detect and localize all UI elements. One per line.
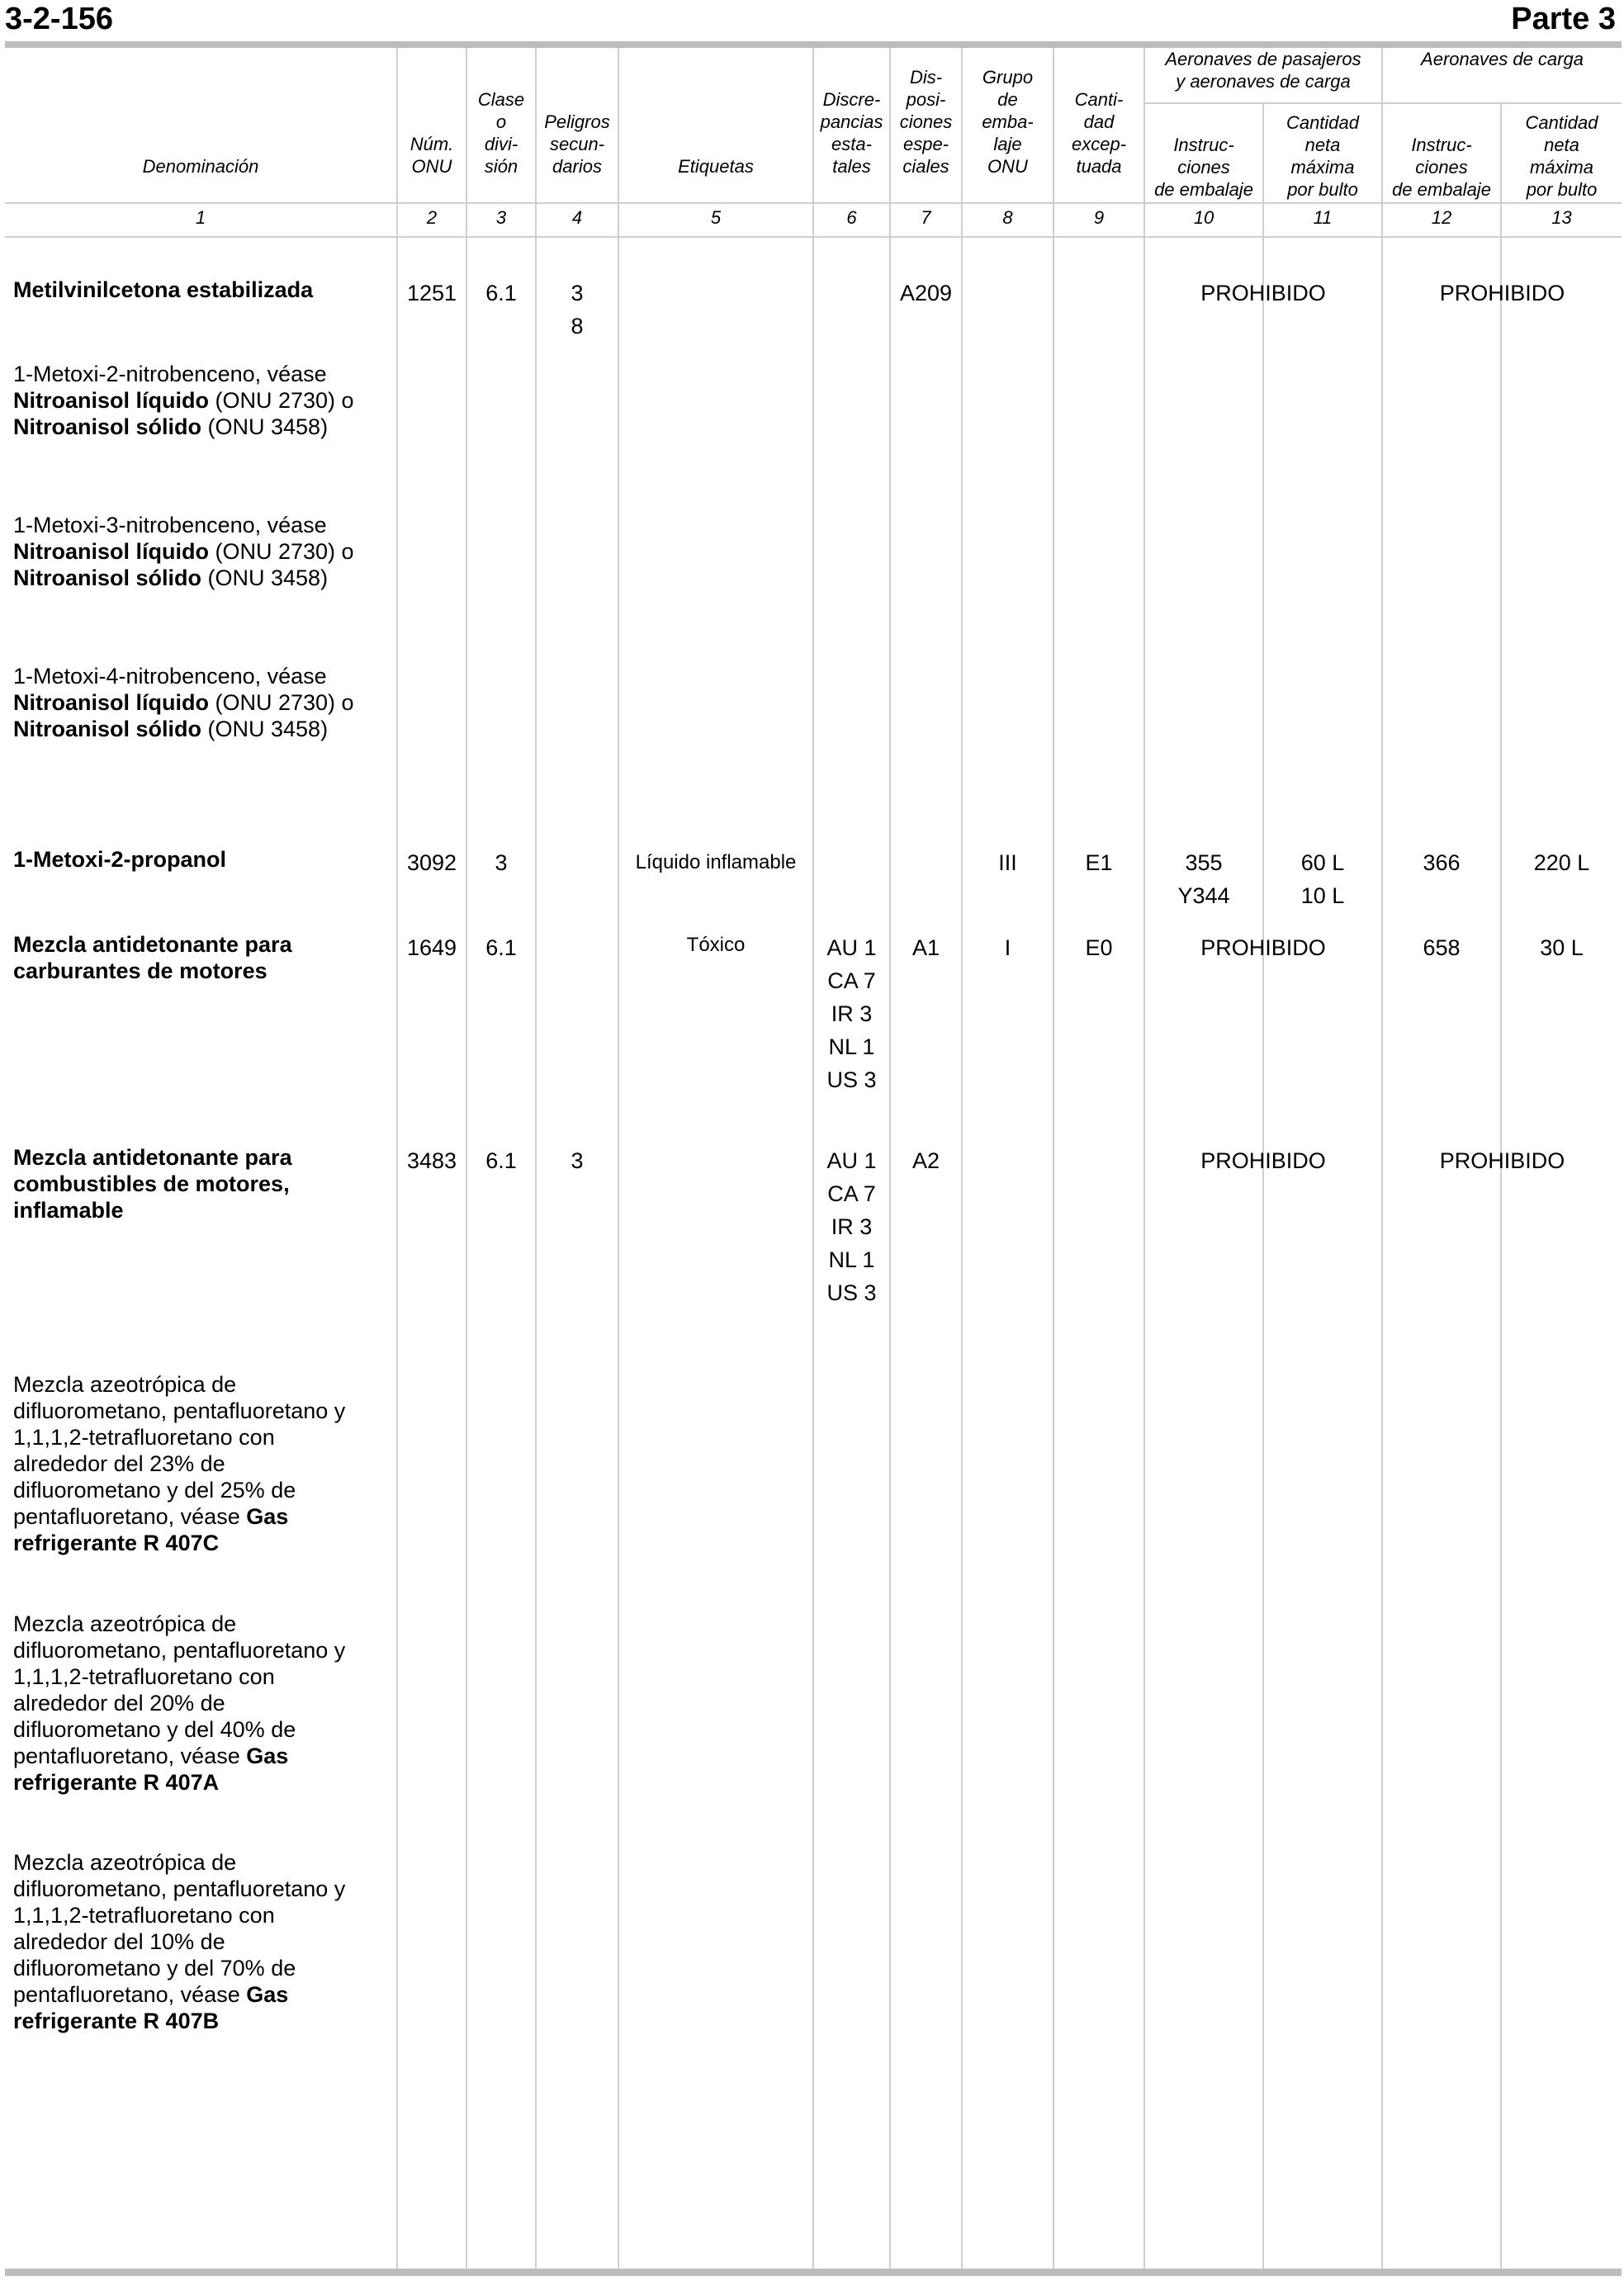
header-num-onu: Núm. ONU bbox=[410, 134, 454, 177]
grid-line bbox=[618, 48, 619, 2269]
header-cantidad-exceptuada: Canti- dad excep- tuada bbox=[1071, 89, 1127, 177]
column-number: 1 bbox=[195, 207, 206, 228]
column-number: 11 bbox=[1313, 207, 1333, 228]
packing-group: III bbox=[998, 850, 1017, 875]
un-number: 1251 bbox=[406, 281, 457, 305]
table-row-name: Mezcla azeotrópica de difluorometano, pentafluoretano y 1,1,1,2-tetrafluoretano con alrededor del 10% de difluorometano y del 70% de pentafluoretano, véase Gas refrigerante R 407B bbox=[13, 1850, 346, 2033]
bottom-rule bbox=[5, 2269, 1622, 2276]
header-denominacion: Denominación bbox=[142, 156, 259, 177]
header-cantidad-carga: Cantidad neta máxima por bulto bbox=[1525, 112, 1598, 200]
header-clase: Clase o divi- sión bbox=[477, 89, 525, 177]
table-row-name: Mezcla antidetonante para combustibles de motores, inflamable bbox=[13, 1145, 292, 1223]
table-row-name: 1-Metoxi-2-propanol bbox=[13, 847, 227, 872]
table-row-name: 1-Metoxi-4-nitrobenceno, véase Nitroanisol líquido (ONU 2730) o Nitroanisol sólido (ONU 3458) bbox=[13, 664, 354, 741]
column-number: 7 bbox=[921, 207, 931, 228]
page-number: 3-2-156 bbox=[5, 2, 113, 36]
header-peligros: Peligros secun- darios bbox=[544, 111, 610, 177]
table-row-name: 1-Metoxi-2-nitrobenceno, véase Nitroanisol líquido (ONU 2730) o Nitroanisol sólido (ONU 3458) bbox=[13, 362, 354, 439]
packing-group: I bbox=[1004, 935, 1011, 960]
passenger-prohibited: PROHIBIDO bbox=[1200, 935, 1326, 960]
column-number: 10 bbox=[1193, 207, 1214, 228]
grid-line bbox=[961, 48, 963, 2269]
column-number: 6 bbox=[846, 207, 857, 228]
grid-line bbox=[1262, 104, 1264, 2269]
special-provisions: A209 bbox=[899, 281, 953, 305]
table-row-name: Mezcla antidetonante para carburantes de motores bbox=[13, 932, 292, 983]
table-row-name: Metilvinilcetona estabilizada bbox=[13, 277, 314, 302]
header-pasajeros-group: Aeronaves de pasajeros y aeronaves de carga bbox=[1165, 49, 1361, 92]
top-rule bbox=[5, 41, 1622, 48]
subsidiary-hazards: 3 8 bbox=[571, 281, 584, 338]
table-row-name: Mezcla azeotrópica de difluorometano, pentafluoretano y 1,1,1,2-tetrafluoretano con alrededor del 23% de difluorometano y del 25% de pentafluoretano, véase Gas refrigerante R 407C bbox=[13, 1372, 346, 1555]
hazard-label: Tóxico bbox=[686, 934, 746, 956]
grid-line bbox=[5, 236, 1622, 238]
header-cantidad-pasajeros: Cantidad neta máxima por bulto bbox=[1285, 112, 1360, 200]
class-division: 6.1 bbox=[485, 935, 517, 960]
special-provisions: A1 bbox=[911, 935, 940, 960]
header-etiquetas: Etiquetas bbox=[678, 156, 754, 177]
header-instrucciones-carga: Instruc- ciones de embalaje bbox=[1392, 135, 1491, 200]
un-number: 3092 bbox=[406, 850, 457, 875]
column-number: 9 bbox=[1093, 207, 1105, 228]
cargo-prohibited: PROHIBIDO bbox=[1439, 281, 1565, 305]
passenger-max-quantity: 60 L 10 L bbox=[1300, 850, 1345, 908]
cargo-packing-instruction: 658 bbox=[1423, 935, 1461, 960]
header-discrepancias: Discre- pancias esta- tales bbox=[820, 89, 883, 177]
un-number: 3483 bbox=[406, 1148, 457, 1173]
column-number: 13 bbox=[1551, 207, 1572, 228]
part-title: Parte 3 bbox=[1511, 2, 1616, 36]
class-division: 6.1 bbox=[485, 281, 517, 305]
class-division: 6.1 bbox=[485, 1148, 517, 1173]
column-number: 5 bbox=[710, 207, 722, 228]
header-disposiciones: Dis- posi- ciones espe- ciales bbox=[899, 67, 953, 177]
hazard-label: Líquido inflamable bbox=[635, 851, 797, 873]
column-number: 4 bbox=[571, 207, 583, 228]
state-variations: AU 1 CA 7 IR 3 NL 1 US 3 bbox=[826, 1148, 877, 1305]
class-division: 3 bbox=[495, 850, 508, 875]
subsidiary-hazards: 3 bbox=[571, 1148, 584, 1173]
column-number: 2 bbox=[426, 207, 438, 228]
cargo-max-quantity: 30 L bbox=[1540, 935, 1584, 960]
header-instrucciones-pasajeros: Instruc- ciones de embalaje bbox=[1154, 135, 1253, 200]
passenger-prohibited: PROHIBIDO bbox=[1200, 281, 1326, 305]
cargo-packing-instruction: 366 bbox=[1423, 850, 1461, 875]
column-number: 8 bbox=[1002, 207, 1013, 228]
excepted-quantity: E0 bbox=[1085, 935, 1113, 960]
passenger-packing-instruction: 355 Y344 bbox=[1177, 850, 1230, 908]
cargo-prohibited: PROHIBIDO bbox=[1439, 1148, 1565, 1173]
grid-line bbox=[1143, 102, 1622, 104]
un-number: 1649 bbox=[406, 935, 457, 960]
column-number: 3 bbox=[495, 207, 507, 228]
excepted-quantity: E1 bbox=[1085, 850, 1113, 875]
grid-line bbox=[5, 202, 1622, 204]
column-number: 12 bbox=[1431, 207, 1452, 228]
header-grupo: Grupo de emba- laje ONU bbox=[982, 67, 1034, 177]
header-carga-group: Aeronaves de carga bbox=[1421, 49, 1584, 69]
table-row-name: Mezcla azeotrópica de difluorometano, pentafluoretano y 1,1,1,2-tetrafluoretano con alrededor del 20% de difluorometano y del 40% de pentafluoretano, véase Gas refrigerante R 407A bbox=[13, 1611, 346, 1795]
special-provisions: A2 bbox=[911, 1148, 940, 1173]
state-variations: AU 1 CA 7 IR 3 NL 1 US 3 bbox=[826, 935, 877, 1092]
table-row-name: 1-Metoxi-3-nitrobenceno, véase Nitroanisol líquido (ONU 2730) o Nitroanisol sólido (ONU 3458) bbox=[13, 513, 354, 590]
grid-line bbox=[1500, 104, 1502, 2269]
cargo-max-quantity: 220 L bbox=[1533, 850, 1590, 875]
grid-line bbox=[1053, 48, 1054, 2269]
passenger-prohibited: PROHIBIDO bbox=[1200, 1148, 1326, 1173]
